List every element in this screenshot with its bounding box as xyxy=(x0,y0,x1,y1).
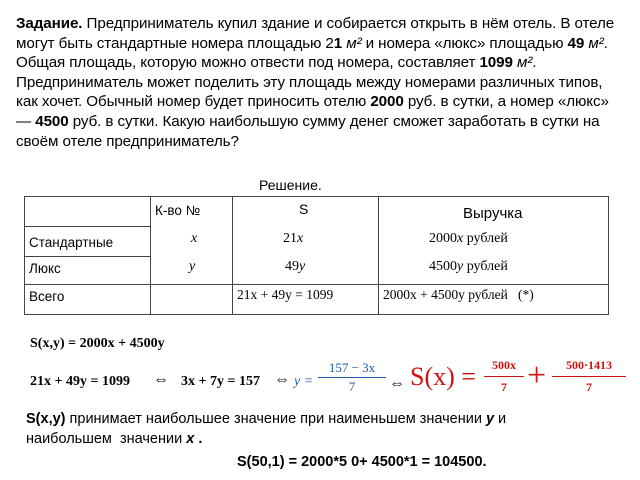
var-x: x xyxy=(186,431,195,447)
s-of-x-lhs: S(x) = xyxy=(410,362,476,391)
task-text: Предприниматель купил здание и собирается открыть в нём отель. В отеле могут быть стандартные номера площадью 2 xyxy=(16,15,615,52)
conclusion-line-2 xyxy=(26,431,202,447)
area-lux-num: 49 xyxy=(285,258,299,274)
final-result: S(50,1) = 2000*5 0+ 4500*1 = 104500. xyxy=(237,454,487,470)
rev-lux-unit: рублей xyxy=(463,258,508,274)
value-standard-price: 2000 xyxy=(370,93,404,111)
rev-standard-var: x xyxy=(457,230,464,246)
equation-2: 3x + 7y = 157 xyxy=(181,374,260,389)
rev-standard-num: 2000 xyxy=(429,230,457,246)
fraction-bar xyxy=(552,376,626,377)
table-row xyxy=(151,227,233,257)
unit-m2: м² xyxy=(516,54,533,72)
task-statement xyxy=(16,14,622,151)
rev-total-formula: 2000x + 4500y рублей (*) xyxy=(383,287,534,302)
table-row xyxy=(25,257,151,285)
task-text: руб. в сутки. Какую наибольшую сумму денег сможет заработать в сутки на своём отеле предприниматель? xyxy=(16,112,600,150)
fraction-bar xyxy=(484,376,524,377)
unit-m2: м² xyxy=(346,34,362,52)
row-label-total: Всего xyxy=(29,289,65,304)
fraction-numerator: 157 − 3x xyxy=(328,360,376,375)
fraction-1 xyxy=(484,358,524,395)
value-lux-area: 49 xyxy=(567,34,585,52)
table-corner-cell xyxy=(25,197,151,227)
fraction-2-numerator: 500·1413 xyxy=(565,358,612,372)
fraction-bar xyxy=(318,377,386,378)
task-text: руб. в сутки, а номер «люкс» — xyxy=(16,93,609,130)
header-count-cell xyxy=(151,197,233,227)
area-lux-var: y xyxy=(299,258,306,274)
row-label-lux: Люкс xyxy=(29,261,61,276)
unit-m2: м² xyxy=(588,34,604,52)
header-count: К-во № xyxy=(155,203,201,218)
table-row xyxy=(151,285,233,315)
task-label: Задание. xyxy=(16,15,83,32)
count-standard: x xyxy=(191,230,198,246)
header-revenue: Выручка xyxy=(463,205,523,222)
rev-standard-unit: рублей xyxy=(463,230,508,246)
count-lux: y xyxy=(189,258,196,274)
fraction-1-denominator: 7 xyxy=(501,380,507,394)
equation-1: 21x + 49y = 1099 xyxy=(30,374,130,389)
y-lhs: y = xyxy=(294,374,314,389)
conclusion-text: наибольшем значении xyxy=(26,431,187,447)
table-row xyxy=(233,285,379,315)
y-fraction xyxy=(318,360,386,395)
task-text: . Общая площадь, которую можно отвести под номера, составляет xyxy=(16,34,608,72)
equivalence-arrow: ⇔ xyxy=(153,371,169,388)
task-text: . Предприниматель может поделить эту площадь между номерами различных типов, как хочет. Обычный номер будет приносить отелю xyxy=(16,54,603,111)
solution-heading: Решение. xyxy=(259,177,322,193)
var-y: y xyxy=(485,411,495,427)
solution-table xyxy=(24,196,609,315)
area-standard-num: 21 xyxy=(283,230,297,246)
s-function: S(x,y) xyxy=(26,411,66,427)
area-standard-var: x xyxy=(297,230,304,246)
table-row xyxy=(25,227,151,257)
conclusion-text: и xyxy=(494,411,507,427)
value-lux-price: 4500 xyxy=(35,112,69,130)
row-label-standard: Стандартные xyxy=(29,235,114,250)
table-row xyxy=(25,285,151,315)
table-row xyxy=(379,285,609,315)
rev-lux-num: 4500 xyxy=(429,258,457,274)
equivalence-arrow: ⇔ xyxy=(274,371,290,388)
fraction-denominator: 7 xyxy=(348,379,356,394)
conclusion-text: принимает наибольшее значение при наименьшем значении xyxy=(65,411,486,427)
fraction-2-denominator: 7 xyxy=(586,380,592,394)
plus-sign: + xyxy=(527,357,547,394)
fraction-2 xyxy=(552,358,626,395)
equivalence-arrow: ⇔ xyxy=(389,375,405,392)
s-definition: S(x,y) = 2000x + 4500y xyxy=(30,336,165,351)
header-area: S xyxy=(299,201,309,217)
table-row xyxy=(151,257,233,285)
value-standard-area: 1 xyxy=(333,34,343,52)
task-text: и номера «люкс» площадью xyxy=(361,34,568,52)
header-area-cell xyxy=(233,197,379,227)
conclusion-line-1 xyxy=(26,411,506,427)
conclusion-text: . xyxy=(194,431,203,447)
fraction-1-numerator: 500x xyxy=(492,358,516,372)
area-total-formula: 21x + 49y = 1099 xyxy=(237,287,334,302)
rev-lux-var: y xyxy=(457,258,464,274)
value-total-area: 1099 xyxy=(479,54,513,72)
